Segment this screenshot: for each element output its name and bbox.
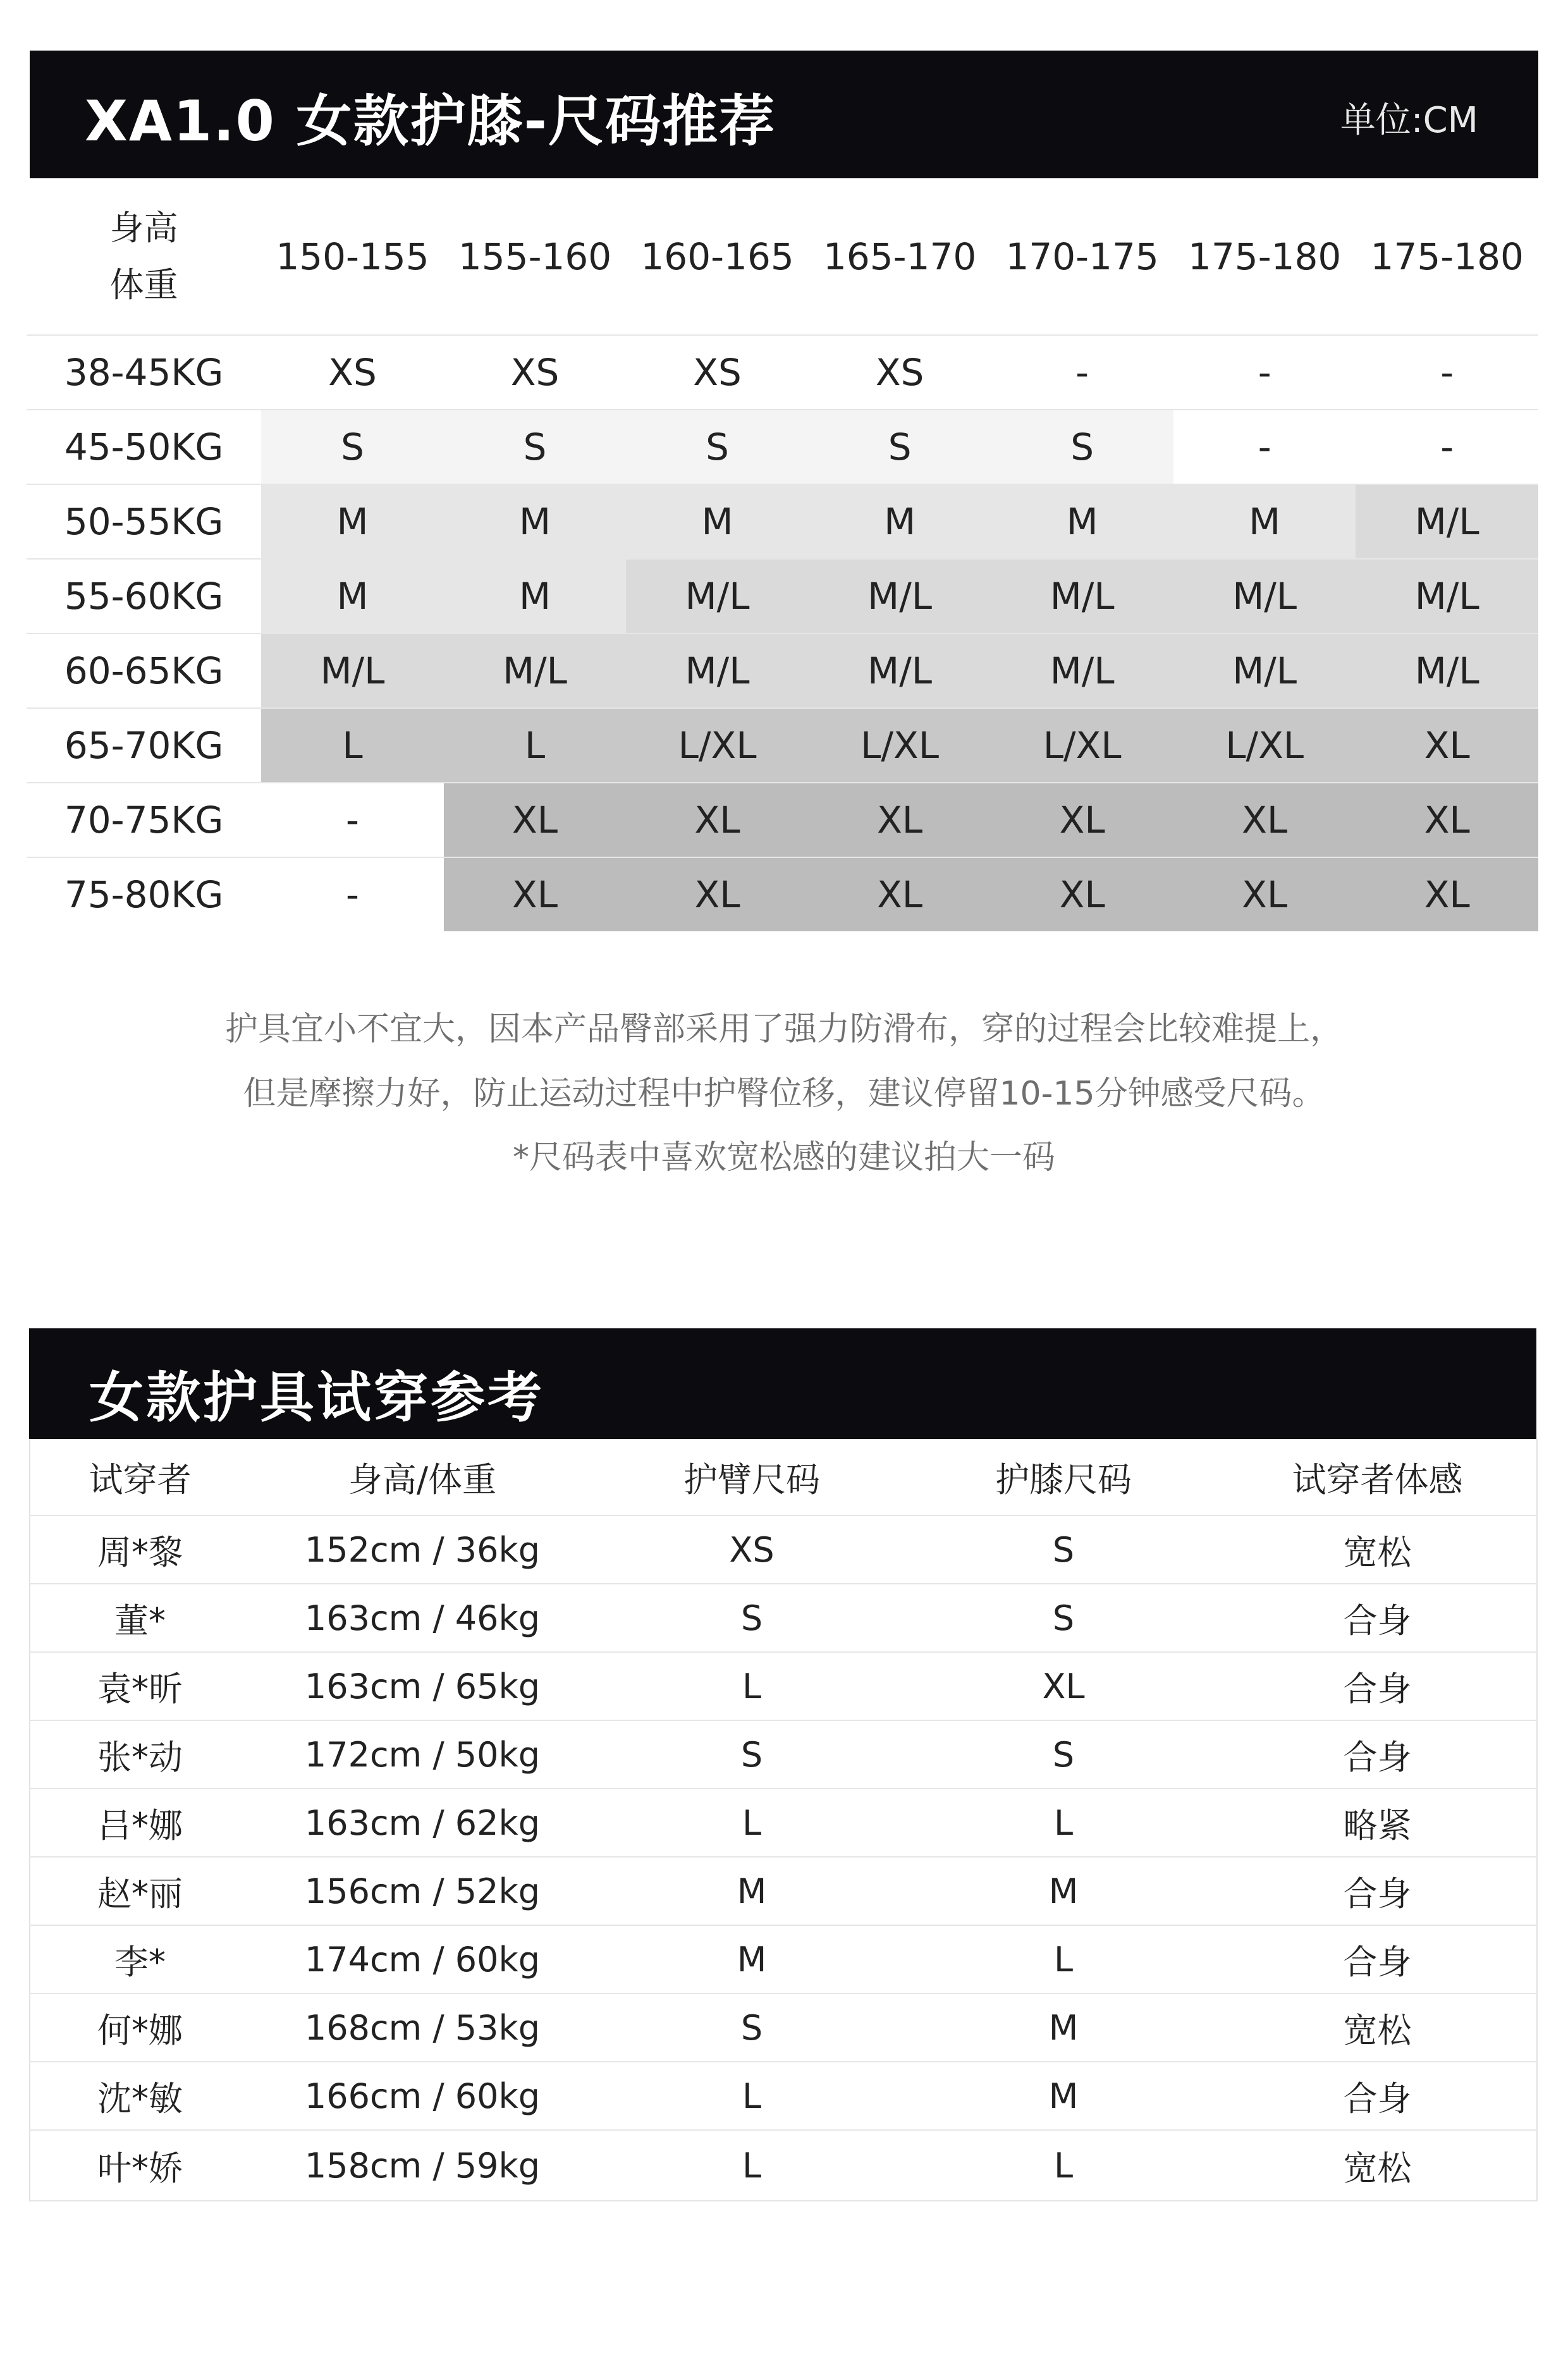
size-cell: L/XL: [1173, 708, 1356, 783]
size-cell: S: [991, 410, 1173, 484]
fit-feeling: 合身: [1218, 1720, 1537, 1789]
size-cell: -: [1173, 410, 1356, 484]
sizing-note-line-3: *尺码表中喜欢宽松感的建议拍大一码: [512, 1139, 1055, 1177]
tryon-row: [30, 1857, 1537, 1925]
knee-guard-size: XL: [909, 1652, 1218, 1720]
size-cell: M/L: [1356, 559, 1538, 634]
height-weight: 156cm / 52kg: [250, 1857, 595, 1925]
size-row: [27, 857, 1538, 931]
size-cell: M: [809, 484, 991, 559]
tryon-header: [29, 1328, 1536, 1439]
size-cell: M/L: [1173, 634, 1356, 708]
column-header: 试穿者体感: [1218, 1439, 1537, 1515]
height-weight: 163cm / 65kg: [250, 1652, 595, 1720]
height-weight: 163cm / 46kg: [250, 1584, 595, 1652]
size-cell: M/L: [1356, 484, 1538, 559]
size-cell: S: [261, 410, 444, 484]
arm-guard-size: S: [595, 1584, 909, 1652]
weight-label: 45-50KG: [27, 410, 261, 484]
size-cell: M/L: [991, 559, 1173, 634]
size-cell: -: [1356, 410, 1538, 484]
arm-guard-size: S: [595, 1993, 909, 2062]
size-cell: M/L: [809, 559, 991, 634]
tester-name: 周*黎: [30, 1515, 250, 1584]
arm-guard-size: XS: [595, 1515, 909, 1584]
size-chart-header: [30, 51, 1538, 178]
size-cell: M/L: [991, 634, 1173, 708]
size-cell: M/L: [626, 634, 809, 708]
knee-guard-size: M: [909, 1857, 1218, 1925]
size-cell: L: [261, 708, 444, 783]
weight-label: 50-55KG: [27, 484, 261, 559]
weight-label: 60-65KG: [27, 634, 261, 708]
size-cell: XL: [991, 783, 1173, 857]
height-weight: 163cm / 62kg: [250, 1789, 595, 1857]
corner-height-label: 身高: [109, 207, 178, 248]
size-cell: L/XL: [809, 708, 991, 783]
fit-feeling: 宽松: [1218, 1993, 1537, 2062]
unit-label: 单位:CM: [1340, 100, 1478, 141]
height-weight: 174cm / 60kg: [250, 1925, 595, 1993]
arm-guard-size: L: [595, 2130, 909, 2201]
size-cell: M: [444, 559, 627, 634]
size-cell: -: [991, 335, 1173, 410]
knee-guard-size: S: [909, 1720, 1218, 1789]
arm-guard-size: M: [595, 1857, 909, 1925]
size-cell: -: [261, 783, 444, 857]
knee-guard-size: L: [909, 1925, 1218, 1993]
size-cell: XL: [626, 783, 809, 857]
tester-name: 李*: [30, 1925, 250, 1993]
fit-feeling: 合身: [1218, 1925, 1537, 1993]
size-cell: L/XL: [626, 708, 809, 783]
size-cell: -: [1356, 335, 1538, 410]
size-cell: XL: [991, 857, 1173, 931]
size-cell: XL: [809, 857, 991, 931]
size-cell: M: [261, 559, 444, 634]
height-weight: 168cm / 53kg: [250, 1993, 595, 2062]
arm-guard-size: L: [595, 1652, 909, 1720]
tryon-title: 女款护具试穿参考: [89, 1366, 544, 1430]
size-cell: XL: [1173, 857, 1356, 931]
tryon-row: [30, 1993, 1537, 2062]
arm-guard-size: S: [595, 1720, 909, 1789]
tester-name: 张*动: [30, 1720, 250, 1789]
fit-feeling: 宽松: [1218, 1515, 1537, 1584]
height-range-header: 160-165: [626, 178, 809, 335]
column-header: 护臂尺码: [595, 1439, 909, 1515]
knee-guard-size: S: [909, 1515, 1218, 1584]
weight-label: 70-75KG: [27, 783, 261, 857]
knee-guard-size: M: [909, 1993, 1218, 2062]
weight-label: 55-60KG: [27, 559, 261, 634]
knee-guard-size: L: [909, 1789, 1218, 1857]
height-range-header: 165-170: [809, 178, 991, 335]
sizing-note-line-2: 但是摩擦力好，防止运动过程中护臀位移，建议停留10-15分钟感受尺码。: [243, 1075, 1325, 1113]
size-cell: XS: [261, 335, 444, 410]
fit-feeling: 宽松: [1218, 2130, 1537, 2201]
size-cell: M/L: [261, 634, 444, 708]
tryon-table: [29, 1439, 1538, 2201]
tryon-row: [30, 2062, 1537, 2130]
size-row: [27, 410, 1538, 484]
size-cell: XL: [1356, 783, 1538, 857]
size-cell: XS: [809, 335, 991, 410]
size-cell: XL: [1356, 708, 1538, 783]
size-cell: M: [1173, 484, 1356, 559]
tryon-row: [30, 1515, 1537, 1584]
height-weight: 158cm / 59kg: [250, 2130, 595, 2201]
column-header: 身高/体重: [250, 1439, 595, 1515]
size-row: [27, 783, 1538, 857]
fit-feeling: 合身: [1218, 1584, 1537, 1652]
height-range-header: 175-180: [1173, 178, 1356, 335]
size-cell: XL: [444, 857, 627, 931]
height-range-header: 170-175: [991, 178, 1173, 335]
tryon-row: [30, 1925, 1537, 1993]
height-weight: 166cm / 60kg: [250, 2062, 595, 2130]
size-cell: XL: [1356, 857, 1538, 931]
size-cell: M: [626, 484, 809, 559]
size-cell: XL: [444, 783, 627, 857]
corner-cell: [27, 178, 261, 335]
size-row: [27, 559, 1538, 634]
size-cell: -: [1173, 335, 1356, 410]
size-cell: S: [809, 410, 991, 484]
column-header: 试穿者: [30, 1439, 250, 1515]
fit-feeling: 合身: [1218, 2062, 1537, 2130]
knee-guard-size: M: [909, 2062, 1218, 2130]
size-chart-header-row: [27, 178, 1538, 335]
tryon-row: [30, 1652, 1537, 1720]
fit-feeling: 合身: [1218, 1652, 1537, 1720]
knee-guard-size: L: [909, 2130, 1218, 2201]
size-cell: L: [444, 708, 627, 783]
size-cell: M/L: [1356, 634, 1538, 708]
size-cell: M/L: [626, 559, 809, 634]
size-cell: M: [261, 484, 444, 559]
height-weight: 152cm / 36kg: [250, 1515, 595, 1584]
tester-name: 袁*昕: [30, 1652, 250, 1720]
height-range-header: 175-180: [1356, 178, 1538, 335]
tester-name: 何*娜: [30, 1993, 250, 2062]
size-row: [27, 708, 1538, 783]
tester-name: 董*: [30, 1584, 250, 1652]
tryon-row: [30, 1789, 1537, 1857]
size-cell: S: [626, 410, 809, 484]
weight-label: 38-45KG: [27, 335, 261, 410]
size-cell: L/XL: [991, 708, 1173, 783]
size-cell: XL: [626, 857, 809, 931]
tryon-row: [30, 2130, 1537, 2201]
size-cell: M/L: [1173, 559, 1356, 634]
size-chart-table: [27, 178, 1538, 931]
size-cell: XS: [444, 335, 627, 410]
size-cell: S: [444, 410, 627, 484]
size-cell: XL: [1173, 783, 1356, 857]
fit-feeling: 略紧: [1218, 1789, 1537, 1857]
tester-name: 赵*丽: [30, 1857, 250, 1925]
size-row: [27, 335, 1538, 410]
arm-guard-size: L: [595, 1789, 909, 1857]
height-weight: 172cm / 50kg: [250, 1720, 595, 1789]
tester-name: 吕*娜: [30, 1789, 250, 1857]
weight-label: 75-80KG: [27, 857, 261, 931]
arm-guard-size: L: [595, 2062, 909, 2130]
column-header: 护膝尺码: [909, 1439, 1218, 1515]
knee-guard-size: S: [909, 1584, 1218, 1652]
size-cell: M: [991, 484, 1173, 559]
size-cell: M: [444, 484, 627, 559]
height-range-header: 155-160: [444, 178, 627, 335]
height-range-header: 150-155: [261, 178, 444, 335]
size-chart-title: XA1.0 女款护膝-尺码推荐: [85, 89, 776, 154]
size-cell: -: [261, 857, 444, 931]
tester-name: 叶*娇: [30, 2130, 250, 2201]
tryon-row: [30, 1720, 1537, 1789]
size-cell: XS: [626, 335, 809, 410]
fit-feeling: 合身: [1218, 1857, 1537, 1925]
sizing-note-line-1: 护具宜小不宜大，因本产品臀部采用了强力防滑布，穿的过程会比较难提上，: [224, 1010, 1343, 1048]
size-row: [27, 634, 1538, 708]
size-cell: M/L: [809, 634, 991, 708]
tester-name: 沈*敏: [30, 2062, 250, 2130]
arm-guard-size: M: [595, 1925, 909, 1993]
corner-weight-label: 体重: [109, 264, 178, 305]
tryon-header-row: [30, 1439, 1537, 1515]
weight-label: 65-70KG: [27, 708, 261, 783]
size-cell: M/L: [444, 634, 627, 708]
size-row: [27, 484, 1538, 559]
tryon-row: [30, 1584, 1537, 1652]
size-cell: XL: [809, 783, 991, 857]
